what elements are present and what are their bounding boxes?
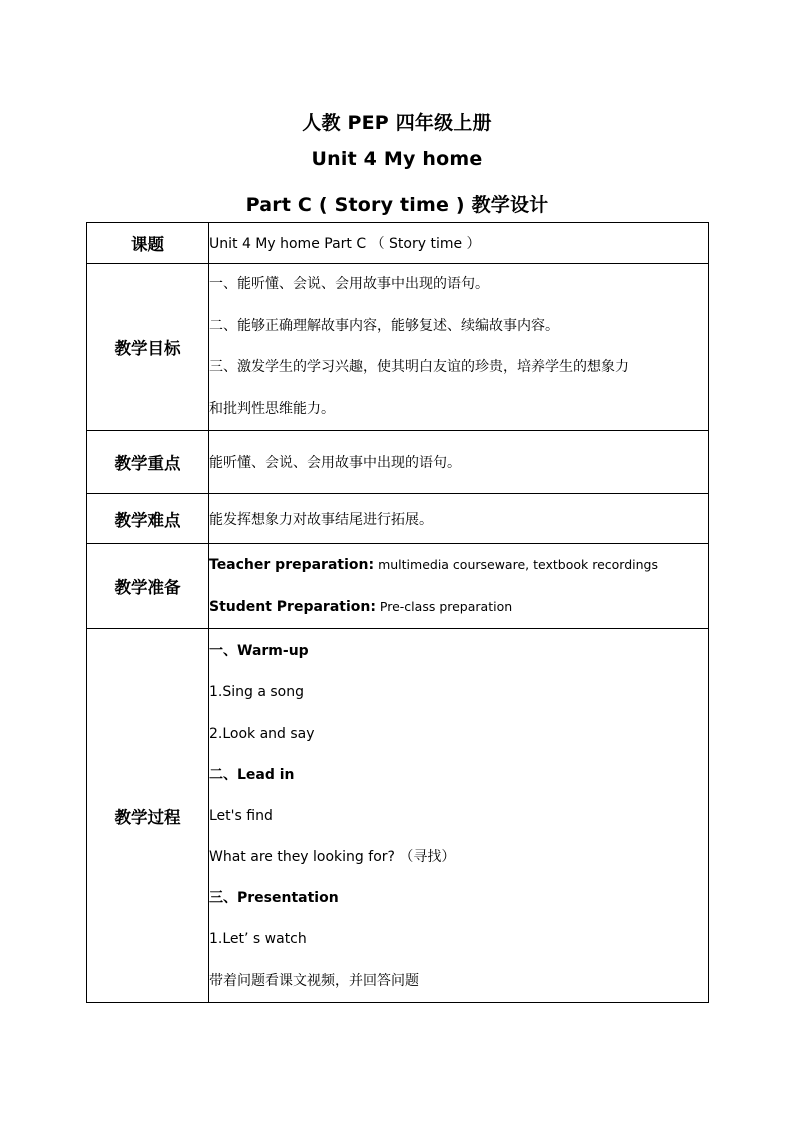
preparation-label: 教学准备 xyxy=(87,544,209,629)
process-step: Let's find xyxy=(209,807,273,824)
process-step: 带着问题看课文视频，并回答问题 xyxy=(209,972,419,989)
goal-item: 和批判性思维能力。 xyxy=(209,400,335,417)
key-points-label: 教学重点 xyxy=(87,431,209,494)
lesson-plan-table xyxy=(86,222,709,1003)
section-heading-lead-in: 二、Lead in xyxy=(209,766,295,783)
row-difficulties xyxy=(87,494,709,544)
section-heading-warm-up: 一、Warm-up xyxy=(209,643,309,660)
row-topic xyxy=(87,223,709,264)
difficulties-label: 教学难点 xyxy=(87,494,209,544)
process-label: 教学过程 xyxy=(87,629,209,1003)
student-preparation xyxy=(209,586,708,628)
unit-title: Unit 4 My home xyxy=(311,148,483,170)
teacher-preparation-label: Teacher preparation: xyxy=(209,557,375,573)
process-step: 2.Look and say xyxy=(209,725,315,742)
section-heading-presentation: 三、Presentation xyxy=(209,890,339,907)
preparation-list xyxy=(209,544,708,628)
process-step: What are they looking for? （寻找） xyxy=(209,849,456,866)
difficulties-value: 能发挥想象力对故事结尾进行拓展。 xyxy=(209,511,433,528)
process-step: 1.Let’ s watch xyxy=(209,931,307,948)
process-step: 1.Sing a song xyxy=(209,684,304,701)
teacher-preparation-value: multimedia courseware, textbook recordings xyxy=(374,557,658,572)
goal-item: 二、能够正确理解故事内容，能够复述、续编故事内容。 xyxy=(209,317,559,334)
process-list xyxy=(209,629,708,1002)
student-preparation-value: Pre-class preparation xyxy=(375,599,513,614)
key-points-cell xyxy=(209,431,709,494)
difficulties-cell xyxy=(209,494,709,544)
preparation-cell xyxy=(209,544,709,629)
goal-item: 一、能听懂、会说、会用故事中出现的语句。 xyxy=(209,276,489,292)
goals-label: 教学目标 xyxy=(87,264,209,431)
student-preparation-label: Student Preparation: xyxy=(209,599,376,615)
row-preparation xyxy=(87,544,709,629)
document-title: 人教 PEP 四年级上册 xyxy=(302,112,492,134)
goals-cell xyxy=(209,264,709,431)
teacher-preparation xyxy=(209,544,708,586)
topic-label: 课题 xyxy=(87,223,209,264)
topic-value: Unit 4 My home Part C （ Story time ） xyxy=(209,236,481,252)
row-key-points xyxy=(87,431,709,494)
row-process xyxy=(87,629,709,1003)
process-cell xyxy=(209,629,709,1003)
lesson-title: Part C ( Story time ) 教学设计 xyxy=(245,194,549,216)
goal-item: 三、激发学生的学习兴趣，使其明白友谊的珍贵，培养学生的想象力 xyxy=(209,359,629,375)
topic-value-cell xyxy=(209,223,709,264)
key-points-value: 能听懂、会说、会用故事中出现的语句。 xyxy=(209,455,461,471)
row-goals xyxy=(87,264,709,431)
goals-list xyxy=(209,264,708,430)
